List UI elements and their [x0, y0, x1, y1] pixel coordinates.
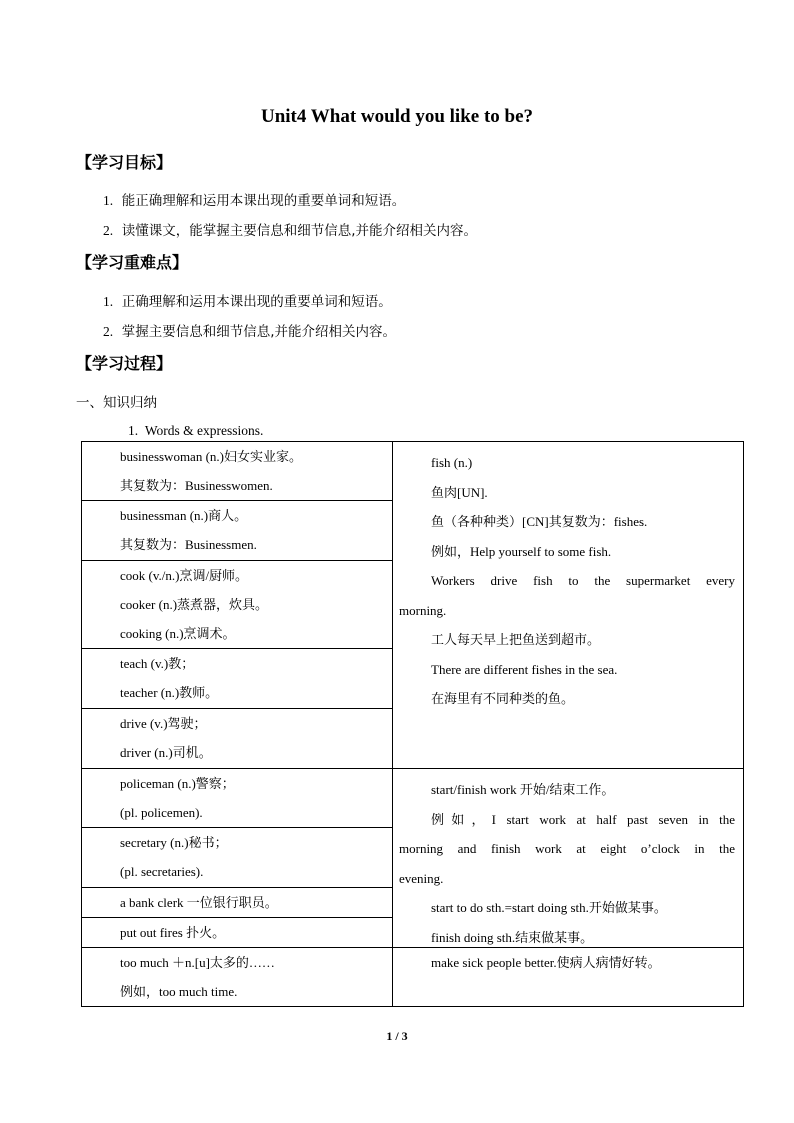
objective-item-2: 2. 读懂课文，能掌握主要信息和细节信息,并能介绍相关内容。 — [103, 223, 478, 239]
vocab-cell-cook: cook (v./n.)烹调/厨师。 cooker (n.)蒸煮器，炊具。 cooking (n.)烹调术。 — [82, 561, 393, 649]
vocab-cell-drive: drive (v.)驾驶； driver (n.)司机。 — [82, 709, 393, 769]
keypoint-item-1: 1. 正确理解和运用本课出现的重要单词和短语。 — [103, 294, 392, 310]
objective-item-1: 1. 能正确理解和运用本课出现的重要单词和短语。 — [103, 193, 406, 209]
vocab-cell-bank-clerk: a bank clerk 一位银行职员。 — [82, 888, 393, 918]
knowledge-summary-label: 一、知识归纳 — [76, 395, 157, 411]
keypoint-item-2: 2. 掌握主要信息和细节信息,并能介绍相关内容。 — [103, 324, 397, 340]
vocab-cell-secretary: secretary (n.)秘书； (pl. secretaries). — [82, 828, 393, 888]
vocab-cell-start-finish-work: start/finish work 开始/结束工作。 例如，I start work at half past seven in the morning and finish work at eight o’clock in the evening. start to do sth.=start doing sth.开始做某事。 finish doing sth.结束做某事。 — [393, 769, 744, 948]
vocab-table — [81, 441, 744, 1007]
words-expressions-label: 1. Words & expressions. — [128, 423, 264, 438]
page-title: Unit4 What would you like to be? — [260, 106, 534, 127]
keypoints-heading: 【学习重难点】 — [76, 253, 189, 272]
vocab-cell-teach: teach (v.)教； teacher (n.)教师。 — [82, 649, 393, 709]
process-heading: 【学习过程】 — [76, 354, 173, 373]
vocab-cell-businesswoman: businesswoman (n.)妇女实业家。 其复数为：Businesswomen. — [82, 442, 393, 501]
vocab-cell-put-out-fires: put out fires 扑火。 — [82, 918, 393, 948]
vocab-cell-make-sick-better: make sick people better.使病人病情好转。 — [393, 948, 744, 1007]
vocab-cell-too-much: too much ＋n.[u]太多的…… 例如，too much time. — [82, 948, 393, 1007]
vocab-cell-fish: fish (n.) 鱼肉[UN]. 鱼（各种种类）[CN]其复数为：fishes. 例如，Help yourself to some fish. Workers drive fish to the supermarket every morning. 工人每天早上把鱼送到超市。 There are different fishes in the sea. 在海里有不同种类的鱼。 — [393, 442, 744, 769]
vocab-cell-businessman: businessman (n.)商人。 其复数为：Businessmen. — [82, 501, 393, 561]
objectives-heading: 【学习目标】 — [76, 153, 173, 172]
vocab-cell-policeman: policeman (n.)警察； (pl. policemen). — [82, 769, 393, 828]
page-number: 1 / 3 — [386, 1029, 408, 1043]
